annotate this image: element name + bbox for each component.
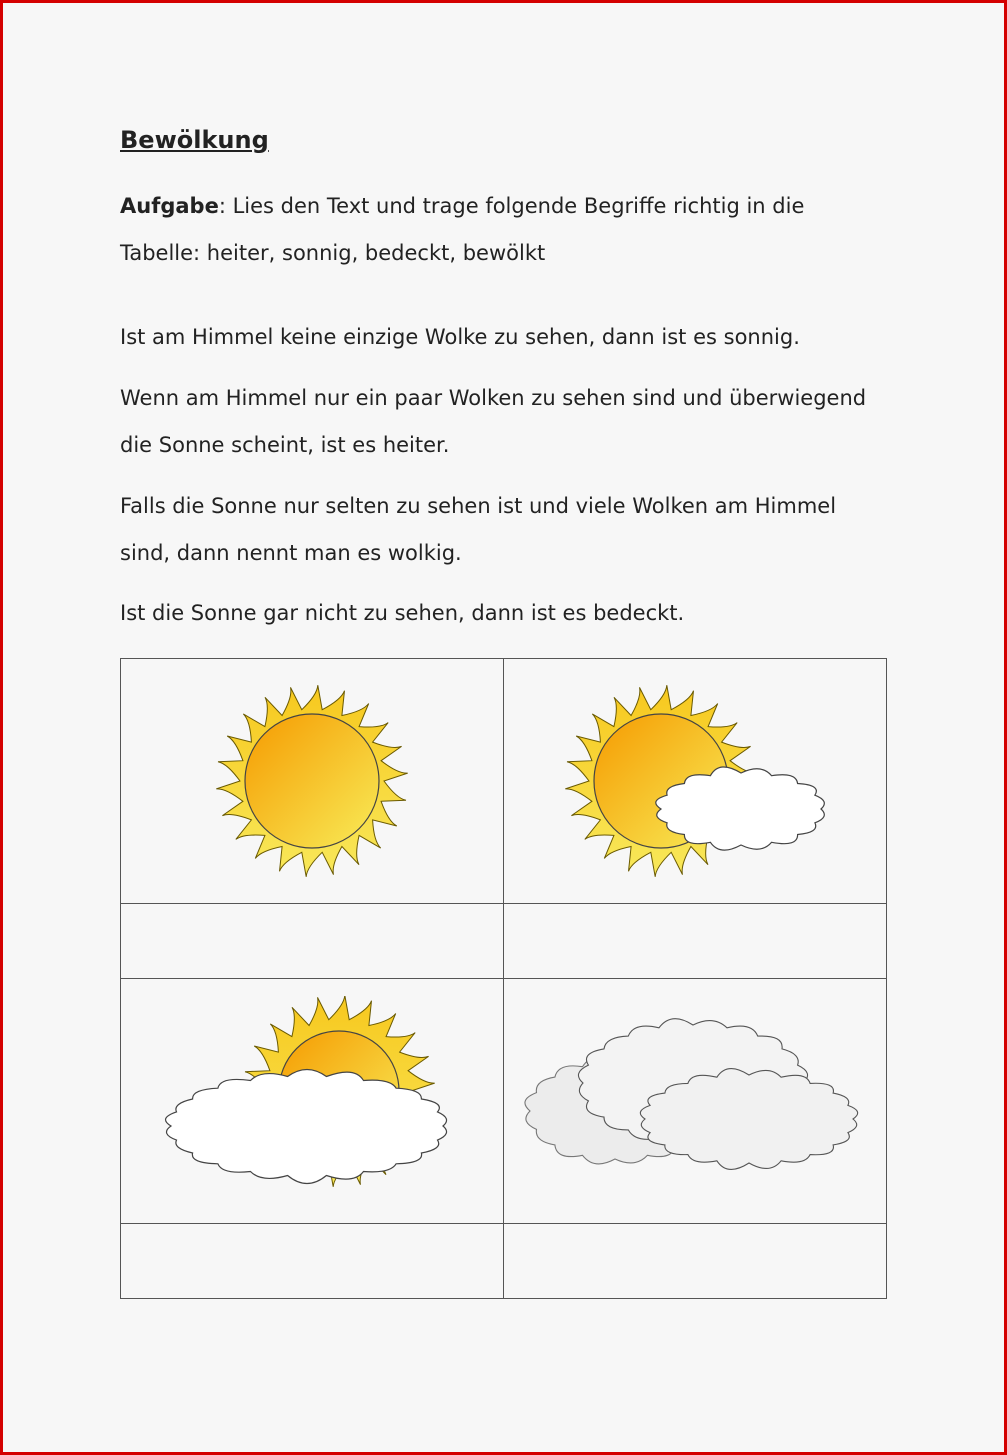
sun-icon	[212, 681, 412, 881]
paragraph-sonnig: Ist am Himmel keine einzige Wolke zu sehen, dann ist es sonnig.	[120, 325, 800, 349]
answer-cell-1[interactable]	[121, 904, 504, 979]
answer-cell-3[interactable]	[121, 1224, 504, 1299]
paragraph-bedeckt: Ist die Sonne gar nicht zu sehen, dann ist es bedeckt.	[120, 601, 685, 625]
answer-cell-4[interactable]	[504, 1224, 887, 1299]
answer-cell-2[interactable]	[504, 904, 887, 979]
task-text: : Lies den Text und trage folgende Begriffe richtig in die Tabelle: heiter, sonnig, bedeckt, bewölkt	[120, 194, 805, 265]
weather-table	[120, 658, 887, 1299]
image-cell-overcast	[504, 979, 887, 1224]
task-label: Aufgabe	[120, 194, 219, 218]
overcast-clouds-icon	[515, 1011, 875, 1191]
image-cell-sun-small-cloud	[504, 659, 887, 904]
paragraph-heiter: Wenn am Himmel nur ein paar Wolken zu sehen sind und überwiegend die Sonne scheint, ist es heiter.	[120, 386, 867, 457]
image-cell-sun	[121, 659, 504, 904]
image-cell-cloud-over-sun	[121, 979, 504, 1224]
cloud-over-sun-icon	[162, 996, 462, 1206]
paragraph-wolkig: Falls die Sonne nur selten zu sehen ist und viele Wolken am Himmel sind, dann nennt man es wolkig.	[120, 494, 837, 565]
page-title: Bewölkung	[120, 126, 269, 154]
task-instruction	[120, 183, 890, 277]
sun-small-cloud-icon	[565, 681, 825, 881]
